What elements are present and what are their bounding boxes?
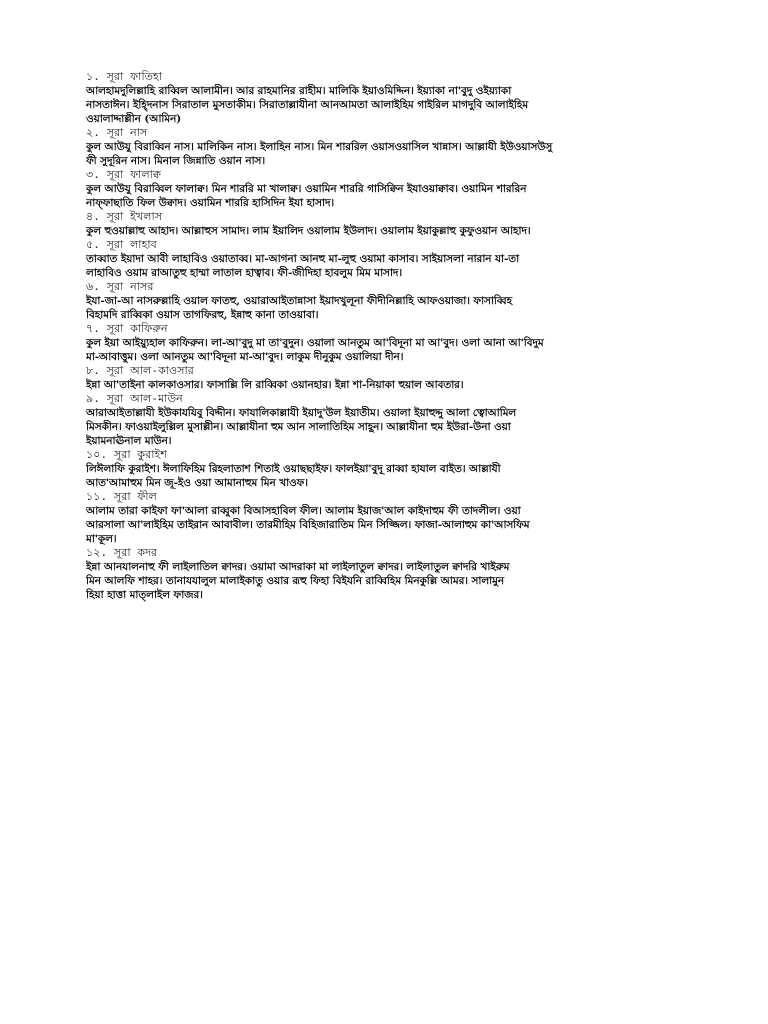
surah-heading: ১০. সূরা কুরাইশ [86,448,167,461]
surah-section [86,364,686,392]
surah-text-line: নাফ্ফাছাতি ফিল উক্বাদ। ওয়ামিন শাররি হাসিদিন ইযা হাসাদ। [86,197,335,209]
surah-text-line: মিসকীন। ফাওয়াইলুল্লিল মুসাল্লীন। আল্লাযীনা হুম আন সালাতিহিম সাহূন। আল্লাযীনা হুম ইউরা-উনা ওয়া [86,421,511,433]
surah-section [86,210,686,238]
surah-section [86,168,686,210]
surah-section [86,280,686,322]
surah-heading: ১২. সূরা কদর [86,546,158,559]
surah-text-line: আলাম তারা কাইফা ফা'আলা রাব্বুকা বিআসহাবিল ফীল। আলাম ইয়াজ'আল কাইদাহুম ফী তাদলীল। ওয়া [86,505,521,517]
surah-text-line: আরাআইতাল্লাযী ইউকাযযিবু বিদ্দীন। ফাযালিকাল্লাযী ইয়াদু'উল ইয়াতীম। ওয়ালা ইয়াহুদ্দু আলা ত্বোআমিল [86,407,517,419]
surah-text-line: ইযা-জা-আ নাসরুল্লাহি ওয়াল ফাতহু, ওয়ারাআইতান্নাসা ইয়াদখুলূনা ফীদীনিল্লাহি আফওয়াজা। ফাসাব্বিহ [86,295,513,307]
surah-heading: ৪. সূরা ইখলাস [86,210,163,223]
surah-text-line: আলহামদুলিল্লাহি রাব্বিল আলামীন। আর রাহমানির রাহীম। মালিকি ইয়াওমিদ্দিন। ইয়্যাকা না'বুদু ওইয়্যাকা [86,85,512,97]
surah-text-line: ইন্না আনযালনাহু ফী লাইলাতিল ক্বাদর। ওয়ামা আদরাকা মা লাইলাতুল ক্বাদর। লাইলাতুল ক্বাদরি খাইরুম [86,561,510,573]
surah-text-line: কুল আউযু বিরাব্বিল ফালাক্ব। মিন শাররি মা খালাক্ব। ওয়ামিন শাররি গাসিক্বিন ইযাওয়াক্বাব। ওয়ামিন শাররিন [86,183,527,195]
surah-text-line: ফী সুদূরিন নাস। মিনাল জিন্নাতি ওয়ান নাস। [86,155,266,167]
surah-text-line: হিয়া হাত্তা মাত্লাইল ফাজর। [86,589,203,601]
surah-text-line: মিন আলফি শাহর। তানাযযালুল মালাইকাতু ওয়ার রূহু ফিহা বিইযনি রাব্বিহিম মিনকুল্লি আমর। সালামুন [86,575,504,587]
surah-section [86,70,686,126]
surah-text-line: মা'কূল। [86,533,117,545]
surah-text-line: নাসতাঈন। ইহ্দিনাস সিরাতাল মুসতাকীম। সিরাতাল্লাযীনা আনআমতা আলাইহিম গাইরিল মাগদুবি আলাইহিম [86,99,529,111]
surah-text-line: কুল আউযু বিরাব্বিন নাস। মালিকিন নাস। ইলাহিন নাস। মিন শাররিল ওয়াসওয়াসিল খান্নাস। আল্লাযী ইউওয়াসউসু [86,141,553,153]
surah-text-line: কুল হুওয়াল্লাহু আহাদ। আল্লাহুস সামাদ। লাম ইয়ালিদ ওয়ালাম ইউলাদ। ওয়ালাম ইয়াকুল্লাহু কুফুওয়ান আহাদ। [86,225,531,237]
surah-text-line: তাব্বাত ইয়াদা আবী লাহাবিও ওয়াতাব্ব। মা-আগনা আনহু মা-লুহু ওয়ামা কাসাব। সাইয়াসলা নারান যা-তা [86,253,520,265]
surah-text-line: আত'আমাহুম মিন জূ-ইও ওয়া আমানাহুম মিন খাওফ। [86,477,308,489]
surah-section [86,322,686,364]
surah-text-line: ওয়ালাদ্দাল্লীন (আমিন) [86,113,182,125]
surah-section [86,546,686,602]
surah-section [86,392,686,448]
surah-text-line: ইয়ামনাঊনাল মাউন। [86,435,172,447]
document-content [86,70,686,602]
surah-section [86,448,686,490]
surah-text-line: লিঈলাফি কুরাইশ। ঈলাফিহিম রিহলাতাশ শিতাই ওয়াছছাইফ। ফালইয়া'বুদূ রাব্বা হাযাল বাইত। আল্লাযী [86,463,501,475]
surah-heading: ৫. সূরা লাহাব [86,238,157,251]
surah-heading: ২. সূরা নাস [86,126,148,139]
surah-section [86,126,686,168]
surah-heading: ১. সূরা ফাতিহা [86,70,163,83]
surah-heading: ৭. সূরা কাফিরুন [86,322,168,335]
surah-text-line: ইন্না আ'তাইনা কালকাওসার। ফাসাল্লি লি রাব্বিকা ওয়ানহার। ইন্না শা-নিয়াকা হুয়াল আবতার। [86,379,464,391]
surah-text-line: কুল ইয়া আইয়্যুহাল কাফিরুন। লা-আ'বুদু মা তা'বুদুন। ওয়ালা আনতুম আ'বিদূনা মা আ'বুদ। ওলা আনা আ'বিদুম [86,337,544,349]
surah-heading: ৩. সূরা ফালাক্ব [86,168,161,181]
surah-heading: ৮. সূরা আল-কাওসার [86,364,194,377]
surah-section [86,490,686,546]
surah-text-line: মা-আবাত্তুম। ওলা আনতুম আ'বিদূনা মা-আ'বুদ। লাকুম দীনুকুম ওয়ালিয়া দীন। [86,351,404,363]
surah-text-line: বিহামদি রাব্বিকা ওয়াস তাগফিরহু, ইন্নাহু কানা তাওয়াবা। [86,309,319,321]
surah-text-line: আরসালা আ'লাইহিম তাইরান আবাবীল। তারমীহিম বিহিজারাতিম মিন সিজ্জিল। ফাজা-আলাহুম কা'আসফিম [86,519,530,531]
surah-heading: ১১. সূরা ফীল [86,490,157,503]
surah-heading: ৯. সূরা আল-মাউন [86,392,183,405]
surah-section [86,238,686,280]
surah-heading: ৬. সূরা নাসর [86,280,154,293]
surah-text-line: লাহাবিও ওয়াম রাআতুহু হাম্মা লাতাল হাত্বাব। ফী-জীদিহা হাবলুম মিম মাসাদ। [86,267,403,279]
